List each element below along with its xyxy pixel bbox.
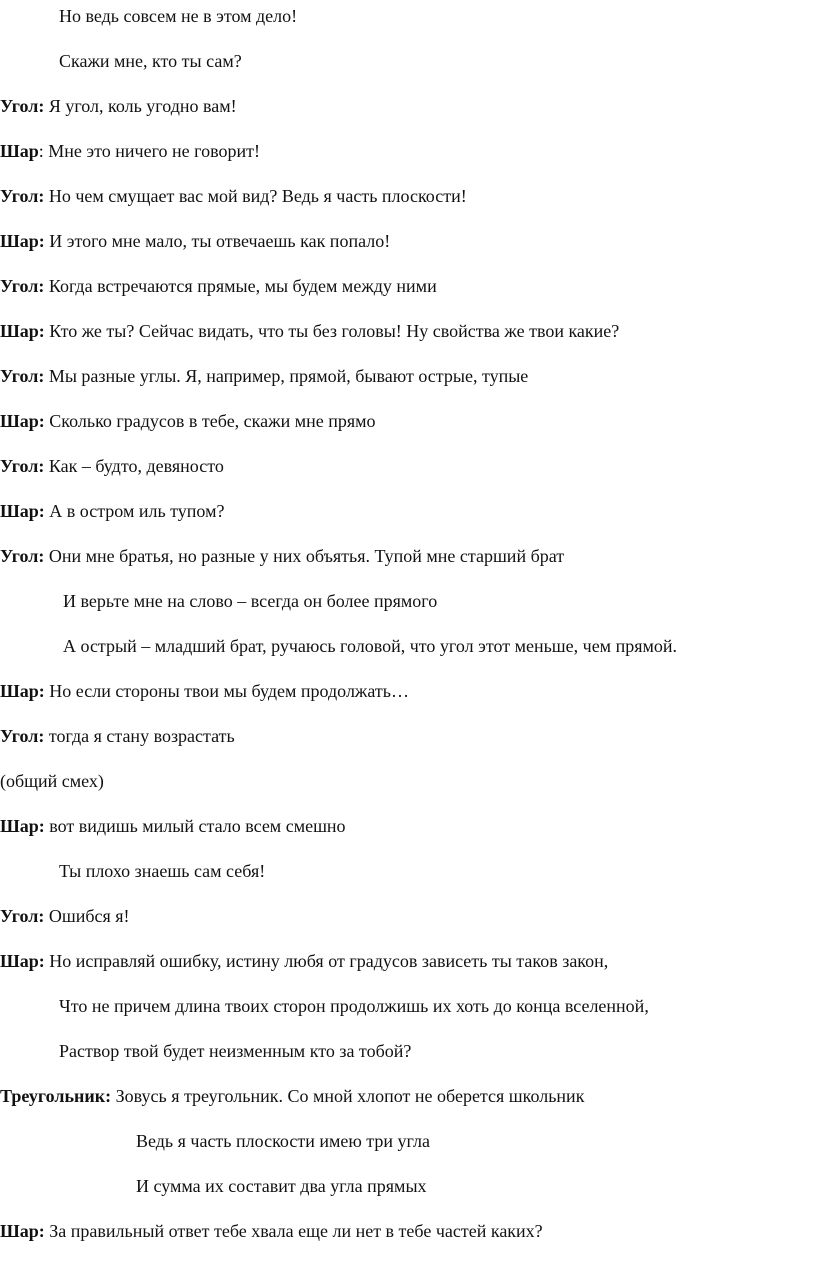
line-text: Я угол, коль угодно вам! (44, 96, 237, 116)
dialogue-line (0, 725, 235, 747)
line-text: Они мне братья, но разные у них объятья. Тупой мне старший брат (44, 546, 565, 566)
line-text: Но ведь совсем не в этом дело! (59, 6, 298, 26)
line-text: (общий смех) (0, 771, 104, 791)
dialogue-line (59, 860, 265, 882)
dialogue-line (0, 770, 104, 792)
speaker-name: Угол: (0, 726, 45, 746)
line-text: Ведь я часть плоскости имею три угла (136, 1131, 430, 1151)
speaker-name: Угол: (0, 906, 45, 926)
dialogue-line (0, 140, 260, 162)
dialogue-line (0, 1220, 543, 1242)
dialogue-line (59, 5, 297, 27)
line-text: И верьте мне на слово – всегда он более прямого (63, 591, 438, 611)
line-text: Но исправляй ошибку, истину любя от градусов зависеть ты таков закон, (44, 951, 609, 971)
dialogue-line (59, 50, 242, 72)
dialogue-line (136, 1175, 427, 1197)
speaker-name: Шар: (0, 816, 45, 836)
line-text: Сколько градусов в тебе, скажи мне прямо (44, 411, 376, 431)
dialogue-line (0, 410, 376, 432)
dialogue-line (63, 635, 677, 657)
line-text: Когда встречаются прямые, мы будем между ними (44, 276, 437, 296)
speaker-name: Угол: (0, 456, 45, 476)
dialogue-line (0, 680, 409, 702)
speaker-name: Шар: (0, 951, 45, 971)
dialogue-line (0, 905, 130, 927)
line-text: Раствор твой будет неизменным кто за тобой? (59, 1041, 412, 1061)
line-text: За правильный ответ тебе хвала еще ли нет в тебе частей каких? (44, 1221, 543, 1241)
dialogue-line (0, 1085, 584, 1107)
line-text: А в остром иль тупом? (44, 501, 225, 521)
dialogue-line (0, 320, 619, 342)
speaker-name: Шар: (0, 411, 45, 431)
dialogue-line (0, 230, 390, 252)
dialogue-line (0, 455, 224, 477)
speaker-name: Шар: (0, 501, 45, 521)
dialogue-line (0, 950, 608, 972)
line-text: Что не причем длина твоих сторон продолжишь их хоть до конца вселенной, (59, 996, 649, 1016)
speaker-name: Шар: (0, 1221, 45, 1241)
line-text: : Мне это ничего не говорит! (38, 141, 260, 161)
speaker-name: Треугольник: (0, 1086, 112, 1106)
line-text: Но чем смущает вас мой вид? Ведь я часть плоскости! (44, 186, 467, 206)
line-text: Мы разные углы. Я, например, прямой, бывают острые, тупые (44, 366, 529, 386)
speaker-name: Угол: (0, 366, 45, 386)
dialogue-line (0, 185, 467, 207)
speaker-name: Шар (0, 141, 39, 161)
dialogue-line (63, 590, 437, 612)
line-text: Как – будто, девяносто (44, 456, 224, 476)
dialogue-line (0, 365, 528, 387)
line-text: тогда я стану возрастать (44, 726, 235, 746)
line-text: Ошибся я! (44, 906, 130, 926)
speaker-name: Угол: (0, 276, 45, 296)
speaker-name: Шар: (0, 231, 45, 251)
line-text: вот видишь милый стало всем смешно (44, 816, 346, 836)
dialogue-line (136, 1130, 430, 1152)
line-text: Ты плохо знаешь сам себя! (59, 861, 266, 881)
line-text: А острый – младший брат, ручаюсь головой, что угол этот меньше, чем прямой. (63, 636, 678, 656)
dialogue-line (0, 95, 237, 117)
dialogue-line (0, 815, 346, 837)
line-text: И этого мне мало, ты отвечаешь как попало! (44, 231, 391, 251)
line-text: Зовусь я треугольник. Со мной хлопот не оберется школьник (111, 1086, 585, 1106)
line-text: Скажи мне, кто ты сам? (59, 51, 242, 71)
dialogue-line (0, 275, 437, 297)
dialogue-line (59, 1040, 411, 1062)
speaker-name: Угол: (0, 96, 45, 116)
speaker-name: Шар: (0, 321, 45, 341)
dialogue-line (59, 995, 649, 1017)
dialogue-line (0, 545, 564, 567)
line-text: И сумма их составит два угла прямых (136, 1176, 427, 1196)
dialogue-line (0, 500, 224, 522)
line-text: Но если стороны твои мы будем продолжать… (44, 681, 409, 701)
line-text: Кто же ты? Сейчас видать, что ты без головы! Ну свойства же твои какие? (44, 321, 620, 341)
speaker-name: Угол: (0, 546, 45, 566)
speaker-name: Угол: (0, 186, 45, 206)
speaker-name: Шар: (0, 681, 45, 701)
